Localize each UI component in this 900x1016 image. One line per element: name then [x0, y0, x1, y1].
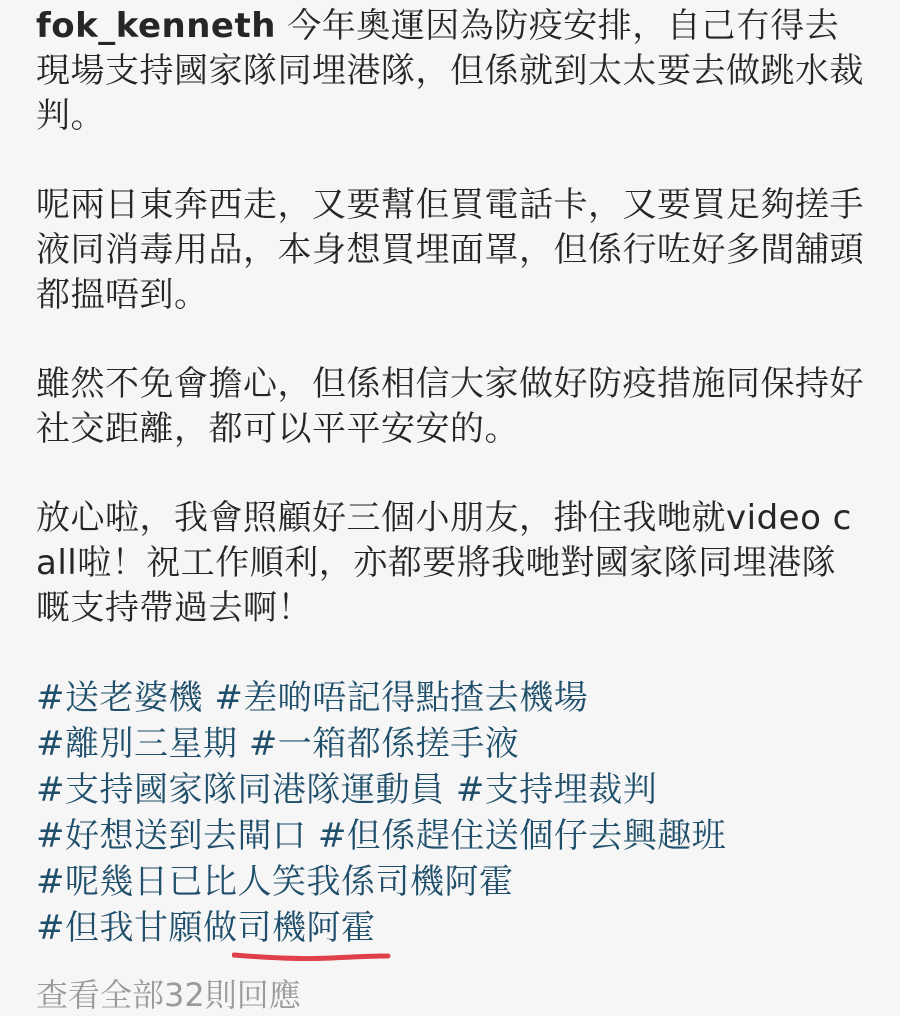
hashtag-prefix: #但我甘願做 — [36, 908, 238, 948]
hashtag-line — [36, 721, 870, 767]
hashtag-link[interactable]: #差啲唔記得點揸去機場 — [214, 678, 589, 718]
hashtag-line — [36, 675, 870, 721]
caption-paragraph-1 — [36, 4, 870, 139]
hashtag-link[interactable]: #好想送到去閘口 — [36, 816, 307, 856]
hashtag-link[interactable]: #一箱都係搓手液 — [248, 724, 520, 764]
hashtag-link[interactable]: #呢幾日已比人笑我係司機阿霍 — [36, 862, 514, 902]
username-link[interactable]: fok_kenneth — [36, 6, 276, 46]
hashtag-line — [36, 859, 870, 905]
hashtag-link[interactable]: #支持國家隊同港隊運動員 — [36, 770, 445, 810]
caption-paragraph-4: 放心啦，我會照顧好三個小朋友，掛住我哋就video call啦！祝工作順利，亦都要將我哋對國家隊同埋港隊嘅支持帶過去啊！ — [36, 498, 852, 628]
hashtag-block — [36, 675, 870, 951]
hashtag-link[interactable]: #但係趕住送個仔去興趣班 — [317, 816, 727, 856]
hashtag-link[interactable] — [36, 908, 376, 948]
hashtag-link[interactable]: #支持埋裁判 — [455, 770, 658, 810]
hashtag-link[interactable]: #送老婆機 — [36, 678, 203, 718]
caption-paragraph-3: 雖然不免會擔心，但係相信大家做好防疫措施同保持好社交距離，都可以平平安安的。 — [36, 364, 864, 449]
hashtag-line — [36, 813, 870, 859]
highlighted-text — [238, 905, 376, 951]
hashtag-line — [36, 767, 870, 813]
red-underline-mark — [232, 951, 392, 961]
caption-paragraph-2: 呢兩日東奔西走，又要幫佢買電話卡，又要買足夠搓手液同消毒用品，本身想買埋面罩，但係行咗好多間舖頭都搵唔到。 — [36, 185, 864, 315]
caption-text-1: 今年奧運因為防疫安排，自己冇得去現場支持國家隊同埋港隊，但係就到太太要去做跳水裁判。 — [36, 6, 864, 136]
view-all-comments-link[interactable]: 查看全部32則回應 — [36, 976, 301, 1014]
highlighted-hashtag-text: 司機阿霍 — [237, 908, 376, 948]
hashtag-link[interactable]: #離別三星期 — [36, 724, 238, 764]
hashtag-line-last — [36, 905, 870, 951]
